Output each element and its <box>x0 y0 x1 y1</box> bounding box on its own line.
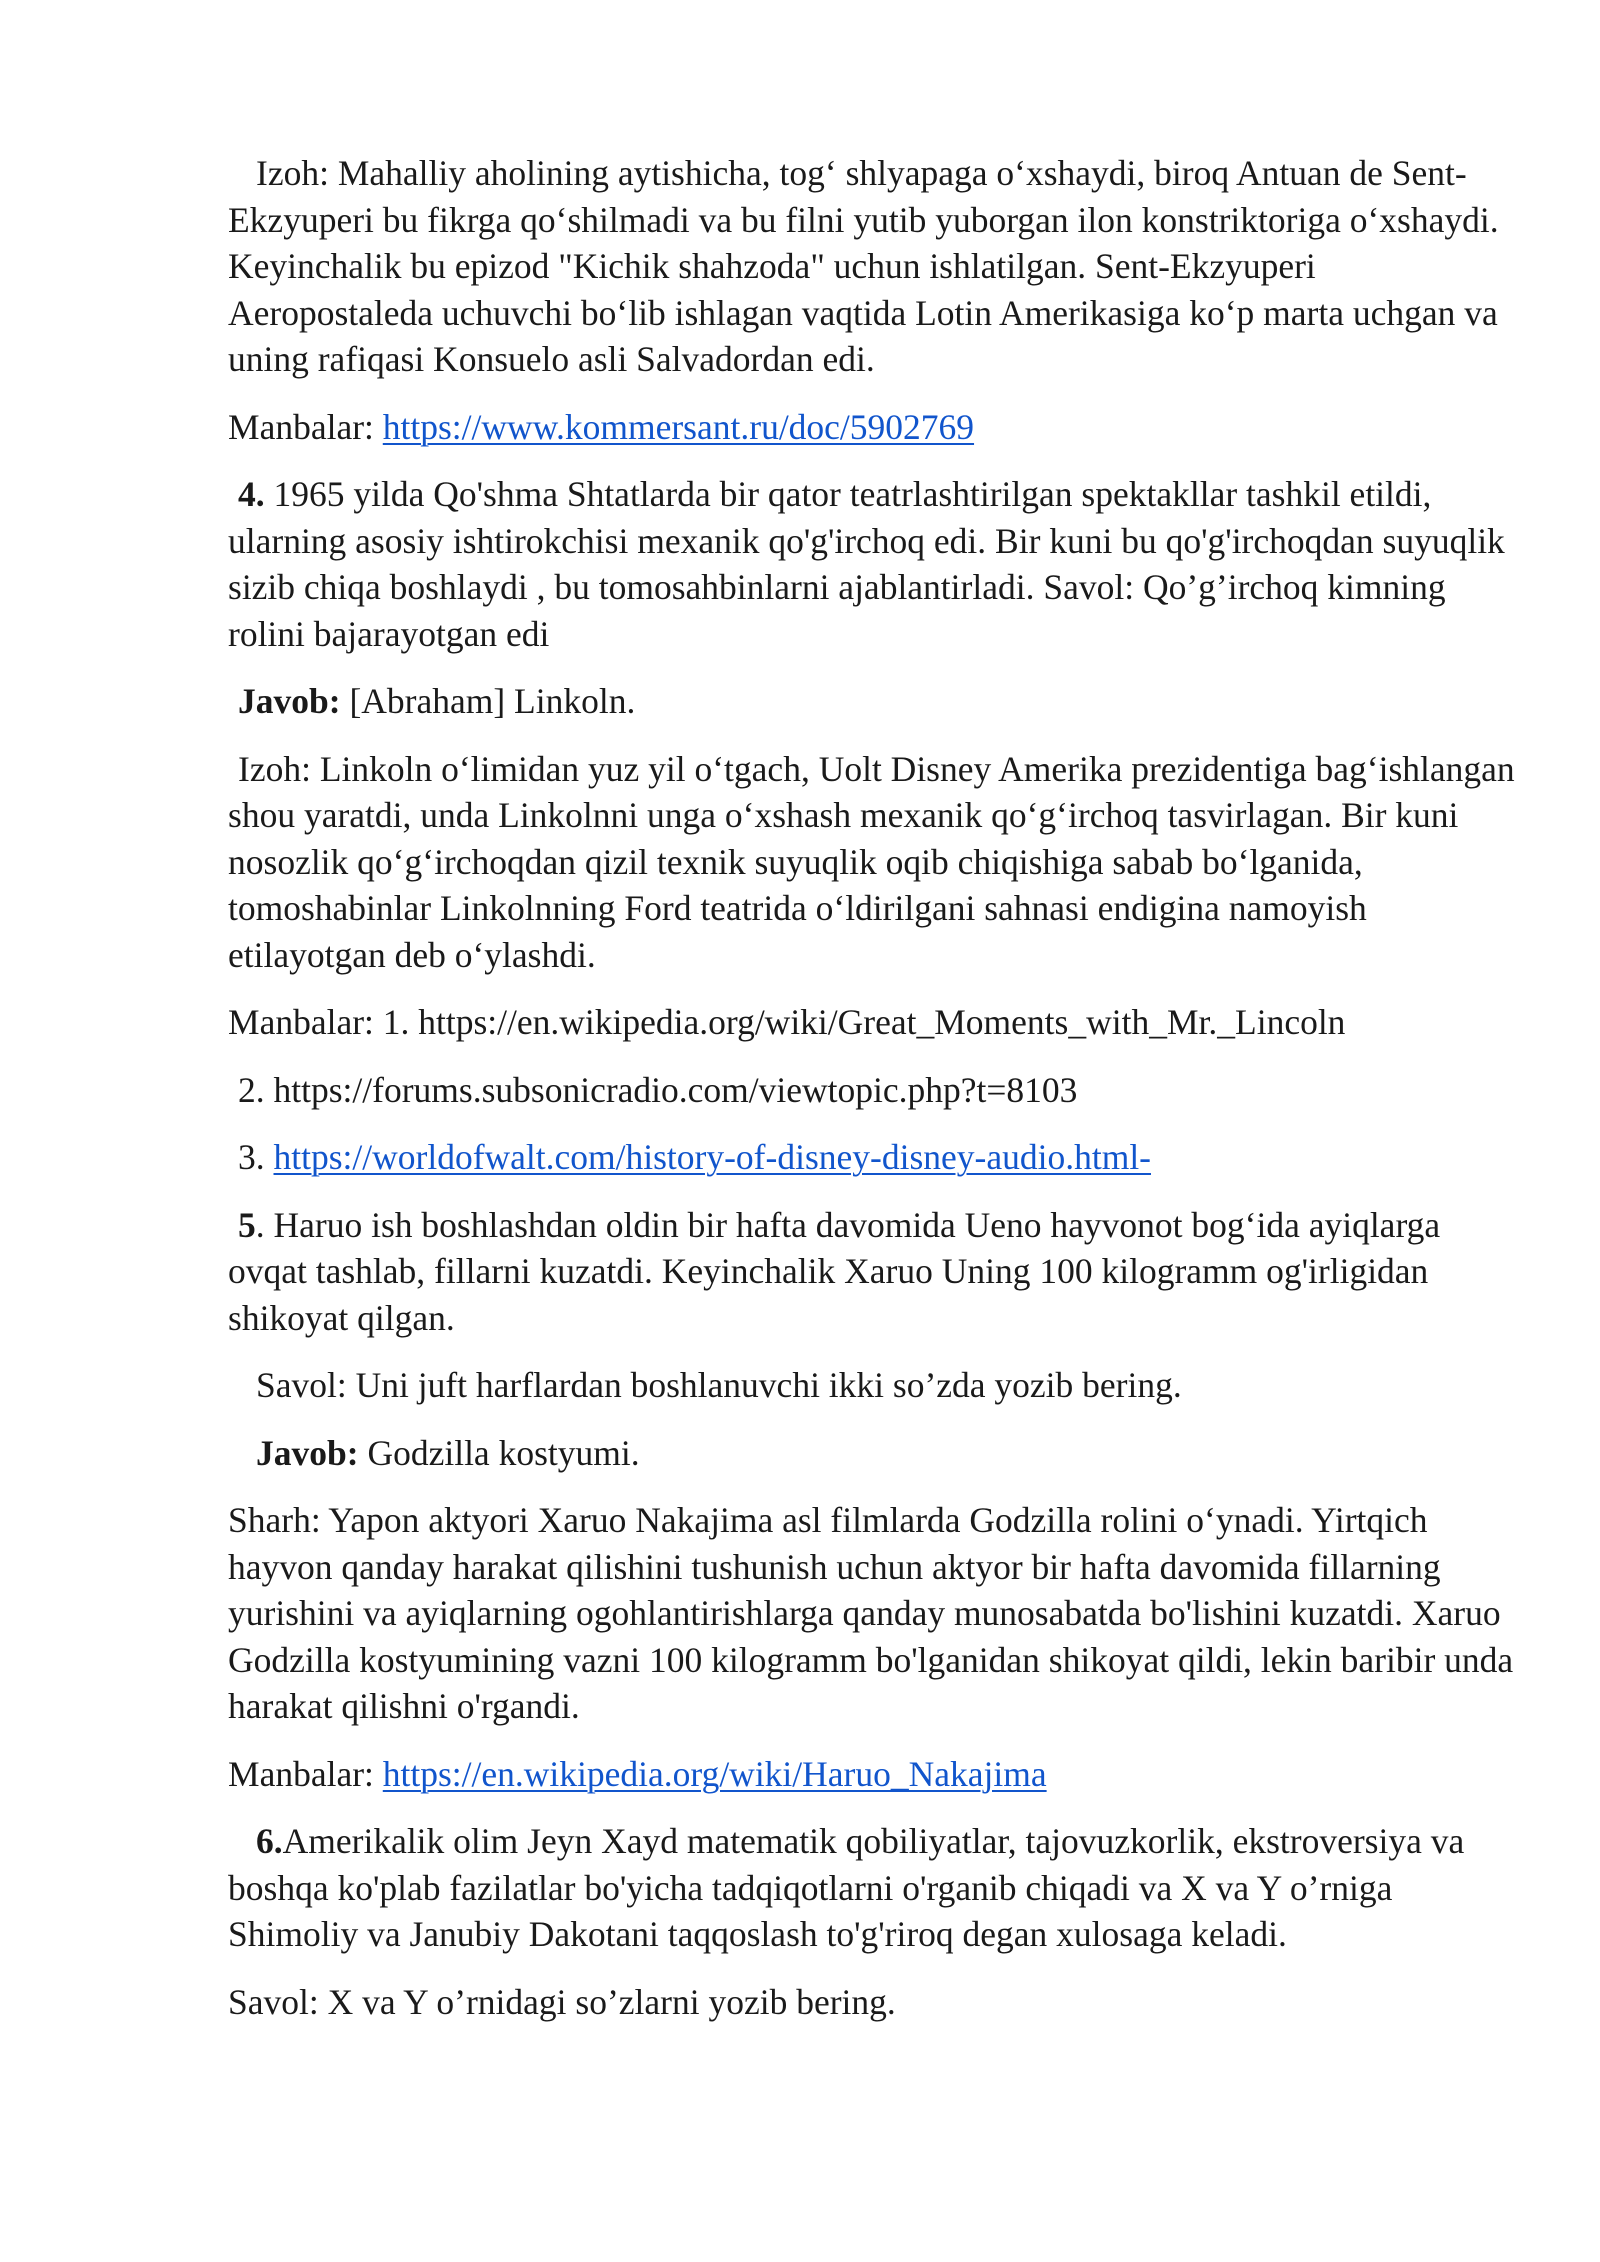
question-6-paragraph <box>228 1818 1518 1958</box>
answer-label: Javob: <box>238 681 341 721</box>
question-number: 4. <box>238 474 265 514</box>
answer-label: Javob: <box>256 1432 359 1473</box>
sources-label: Manbalar: <box>228 406 383 447</box>
source-link[interactable]: https://en.wikipedia.org/wiki/Haruo_Nakajima <box>382 1753 1047 1794</box>
question-text: 1965 yilda Qo'shma Shtatlarda bir qator teatrlashtirilgan spektakllar tashkil etildi, ularning asosiy ishtirokchisi mexanik qo'g'irchoq edi. Bir kuni bu qo'g'irchoqdan suyuqlik sizib chiqa boshlaydi , bu tomosahbinlarni ajablantirladi. Savol: Qo’g’irchoq kimning rolini bajarayotgan edi <box>228 474 1505 654</box>
comment-paragraph: Sharh: Yapon aktyori Xaruo Nakajima asl filmlarda Godzilla rolini o‘ynadi. Yirtqich hayvon qanday harakat qilishini tushunish uchun aktyor bir hafta davomida fillarning yurishini va ayiqlarning ogohlantirishlarga qanday munosabatda bo'lishini kuzatdi. Xaruo Godzilla kostyumining vazni 100 kilogramm bo'lganidan shikoyat qildi, lekin baribir unda harakat qilishni o'rgandi. <box>228 1500 1514 1726</box>
source-link[interactable]: https://www.kommersant.ru/doc/5902769 <box>382 406 975 447</box>
question-text: . Haruo ish boshlashdan oldin bir hafta davomida Ueno hayvonot bog‘ida ayiqlarga ovqat tashlab, fillarni kuzatdi. Keyinchalik Xaruo Uning 100 kilogramm og'irligidan shikoyat qilgan. <box>228 1204 1441 1338</box>
question-prompt: Savol: Uni juft harflardan boshlanuvchi ikki so’zda yozib bering. <box>256 1365 1182 1405</box>
question-prompt: Savol: X va Y o’rnidagi so’zlarni yozib bering. <box>228 1981 896 2022</box>
izoh-paragraph: Izoh: Mahalliy aholining aytishicha, tog‘ shlyapaga o‘xshaydi, biroq Antuan de Sent-Ekzyuperi bu fikrga qo‘shilmadi va bu filni yutib yuborgan ilon konstriktoriga o‘xshaydi. Keyinchalik bu epizod "Kichik shahzoda" uchun ishlatilgan. Sent-Ekzyuperi Aeropostaleda uchuvchi bo‘lib ishlagan vaqtida Lotin Amerikasiga ko‘p marta uchgan va uning rafiqasi Konsuelo asli Salvadordan edi. <box>228 153 1499 379</box>
sources-paragraph <box>228 1751 1518 1798</box>
document-page <box>228 150 1518 2046</box>
sources-paragraph: Manbalar: 1. https://en.wikipedia.org/wiki/Great_Moments_with_Mr._Lincoln <box>228 1002 1346 1042</box>
sources-paragraph: 2. https://forums.subsonicradio.com/viewtopic.php?t=8103 <box>238 1069 1078 1110</box>
answer-paragraph <box>228 678 1518 725</box>
sources-paragraph <box>228 1134 1518 1181</box>
source-link[interactable]: https://worldofwalt.com/history-of-disney-disney-audio.html- <box>273 1137 1151 1177</box>
answer-text: Godzilla kostyumi. <box>358 1432 640 1473</box>
answer-paragraph <box>228 1430 1518 1477</box>
sources-paragraph <box>228 404 1518 451</box>
question-text: Amerikalik olim Jeyn Xayd matematik qobiliyatlar, tajovuzkorlik, ekstroversiya va boshqa ko'plab fazilatlar bo'yicha tadqiqotlarni o'rganib chiqadi va X va Y o’rniga Shimoliy va Janubiy Dakotani taqqoslash to'g'riroq degan xulosaga keladi. <box>228 1821 1465 1954</box>
question-number: 6. <box>256 1821 283 1861</box>
answer-text: [Abraham] Linkoln. <box>340 681 636 721</box>
question-4-paragraph <box>228 471 1518 657</box>
comment-paragraph: Izoh: Linkoln o‘limidan yuz yil o‘tgach, Uolt Disney Amerika prezidentiga bag‘ishlangan shou yaratdi, unda Linkolnni unga o‘xshash mexanik qo‘g‘irchoq tasvirlagan. Bir kuni nosozlik qo‘g‘irchoqdan qizil texnik suyuqlik oqib chiqishiga sabab bo‘lganida, tomoshabinlar Linkolnning Ford teatrida o‘ldirilgani sahnasi endigina namoyish etilayotgan deb o‘ylashdi. <box>228 748 1515 975</box>
question-number: 5 <box>238 1204 256 1245</box>
source-number: 3. <box>238 1137 274 1177</box>
question-5-paragraph <box>228 1202 1518 1342</box>
sources-label: Manbalar: <box>228 1753 383 1794</box>
